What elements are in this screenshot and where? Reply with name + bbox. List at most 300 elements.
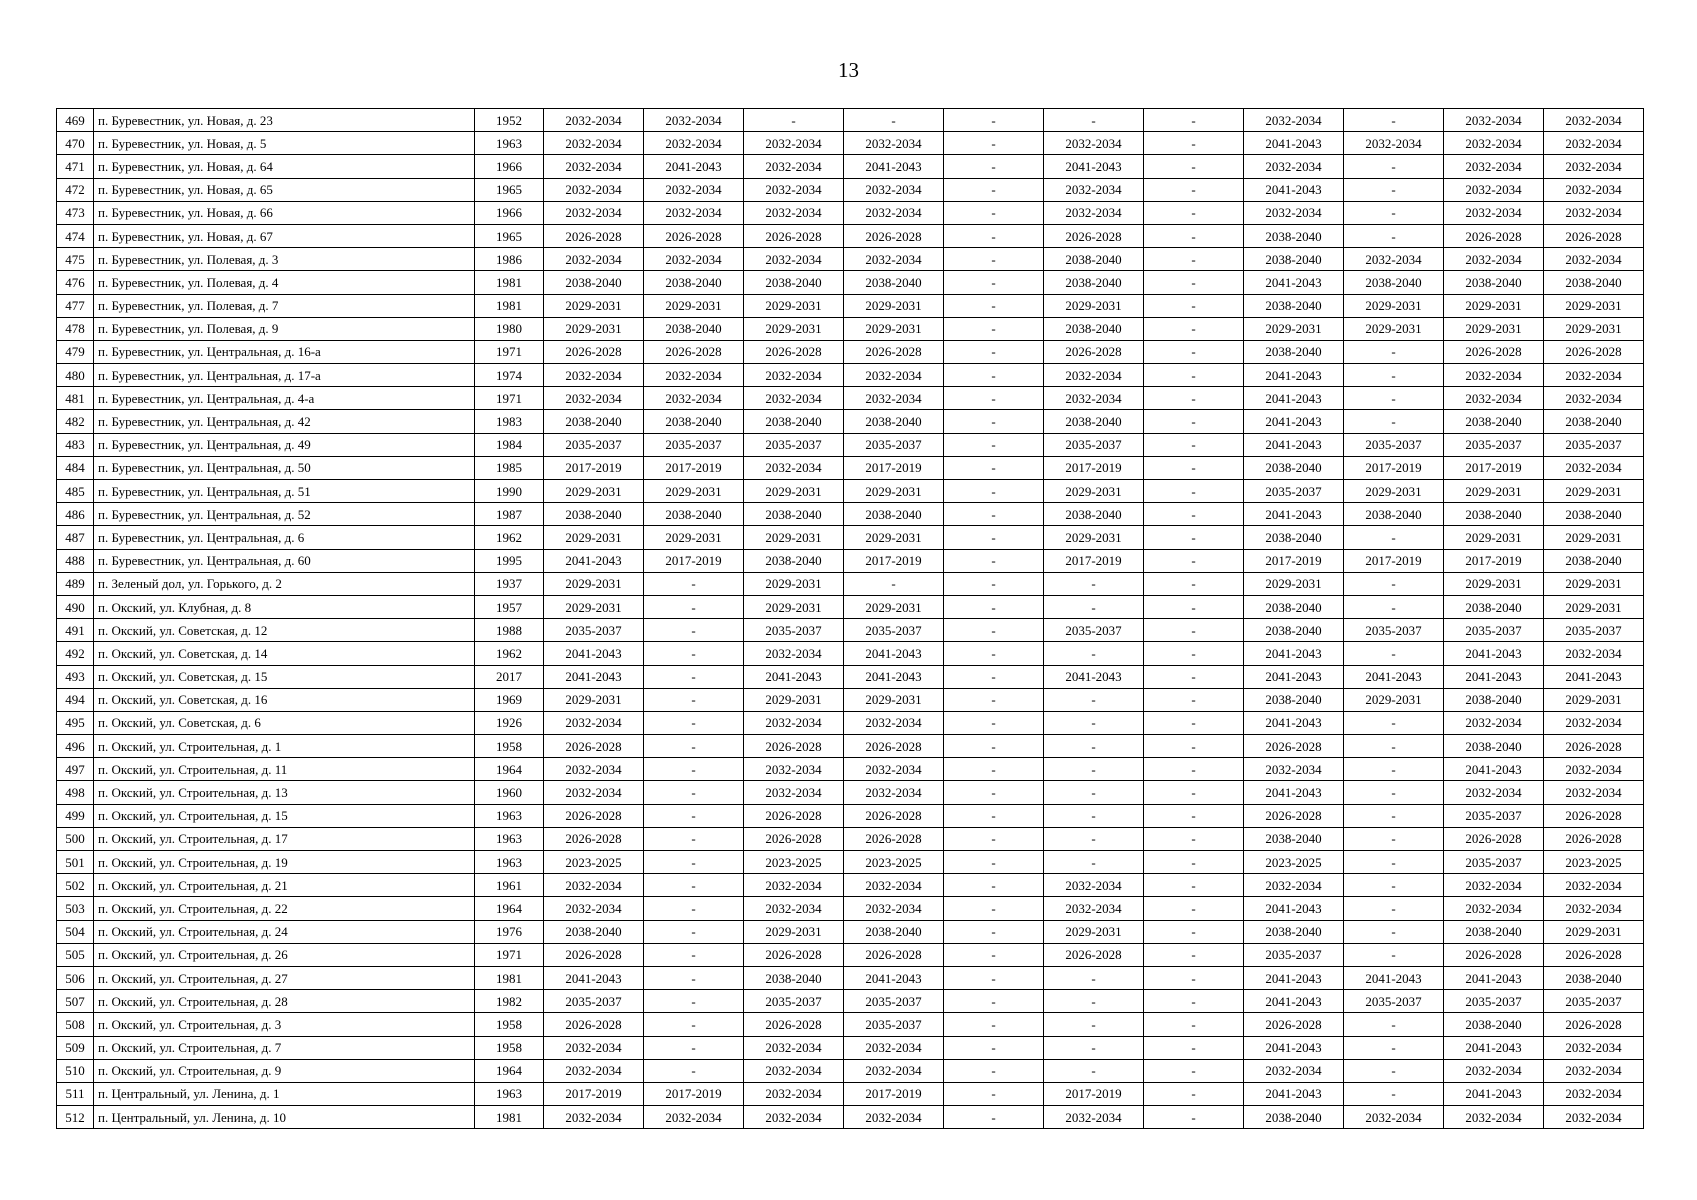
table-row xyxy=(57,294,1644,317)
period-cell: 2041-2043 xyxy=(1244,665,1344,688)
table-row xyxy=(57,990,1644,1013)
period-cell: - xyxy=(1144,526,1244,549)
year-cell: 1981 xyxy=(475,1106,544,1129)
row-number-cell: 505 xyxy=(57,943,94,966)
period-cell: 2032-2034 xyxy=(544,109,644,132)
period-cell: - xyxy=(944,804,1044,827)
period-cell: - xyxy=(1144,480,1244,503)
period-cell: 2023-2025 xyxy=(844,851,944,874)
address-cell: п. Зеленый дол, ул. Горького, д. 2 xyxy=(94,572,475,595)
period-cell: - xyxy=(1144,966,1244,989)
address-cell: п. Окский, ул. Строительная, д. 28 xyxy=(94,990,475,1013)
period-cell: - xyxy=(944,851,1044,874)
period-cell: 2038-2040 xyxy=(1344,271,1444,294)
period-cell: 2032-2034 xyxy=(544,132,644,155)
address-cell: п. Буревестник, ул. Новая, д. 66 xyxy=(94,201,475,224)
period-cell: 2041-2043 xyxy=(1244,410,1344,433)
period-cell: - xyxy=(1344,201,1444,224)
period-cell: 2035-2037 xyxy=(844,1013,944,1036)
year-cell: 1971 xyxy=(475,943,544,966)
row-number-cell: 493 xyxy=(57,665,94,688)
period-cell: 2032-2034 xyxy=(1044,178,1144,201)
period-cell: 2032-2034 xyxy=(1444,874,1544,897)
table-row xyxy=(57,874,1644,897)
table-row xyxy=(57,758,1644,781)
address-cell: п. Центральный, ул. Ленина, д. 1 xyxy=(94,1082,475,1105)
address-cell: п. Окский, ул. Строительная, д. 13 xyxy=(94,781,475,804)
table-row xyxy=(57,595,1644,618)
period-cell: 2029-2031 xyxy=(744,317,844,340)
period-cell: 2041-2043 xyxy=(1344,966,1444,989)
period-cell: - xyxy=(1144,851,1244,874)
period-cell: 2038-2040 xyxy=(1244,248,1344,271)
period-cell: 2032-2034 xyxy=(844,1106,944,1129)
table-row xyxy=(57,317,1644,340)
period-cell: 2032-2034 xyxy=(1444,387,1544,410)
period-cell: - xyxy=(1344,526,1444,549)
period-cell: 2017-2019 xyxy=(1444,456,1544,479)
address-cell: п. Буревестник, ул. Новая, д. 5 xyxy=(94,132,475,155)
period-cell: 2026-2028 xyxy=(1244,735,1344,758)
period-cell: 2035-2037 xyxy=(1444,804,1544,827)
period-cell: 2038-2040 xyxy=(1444,688,1544,711)
period-cell: 2029-2031 xyxy=(844,526,944,549)
period-cell: - xyxy=(1144,410,1244,433)
period-cell: 2032-2034 xyxy=(544,897,644,920)
row-number-cell: 482 xyxy=(57,410,94,433)
period-cell: - xyxy=(644,966,744,989)
period-cell: 2038-2040 xyxy=(844,503,944,526)
table-row xyxy=(57,178,1644,201)
period-cell: - xyxy=(1044,758,1144,781)
period-cell: 2026-2028 xyxy=(1244,804,1344,827)
period-cell: - xyxy=(1144,642,1244,665)
period-cell: - xyxy=(944,688,1044,711)
period-cell: 2029-2031 xyxy=(544,595,644,618)
year-cell: 1982 xyxy=(475,990,544,1013)
period-cell: 2032-2034 xyxy=(544,1036,644,1059)
row-number-cell: 503 xyxy=(57,897,94,920)
period-cell: 2023-2025 xyxy=(544,851,644,874)
address-cell: п. Окский, ул. Строительная, д. 15 xyxy=(94,804,475,827)
year-cell: 1963 xyxy=(475,1082,544,1105)
year-cell: 1958 xyxy=(475,1036,544,1059)
period-cell: 2029-2031 xyxy=(1544,317,1644,340)
period-cell: 2026-2028 xyxy=(544,340,644,363)
period-cell: 2032-2034 xyxy=(1444,1059,1544,1082)
period-cell: 2032-2034 xyxy=(644,364,744,387)
period-cell: 2029-2031 xyxy=(1544,688,1644,711)
period-cell: - xyxy=(944,364,1044,387)
year-cell: 1981 xyxy=(475,271,544,294)
period-cell: 2038-2040 xyxy=(544,503,644,526)
period-cell: 2032-2034 xyxy=(744,781,844,804)
year-cell: 1995 xyxy=(475,549,544,572)
period-cell: 2026-2028 xyxy=(544,804,644,827)
address-cell: п. Буревестник, ул. Новая, д. 64 xyxy=(94,155,475,178)
period-cell: 2041-2043 xyxy=(544,642,644,665)
period-cell: - xyxy=(944,155,1044,178)
period-cell: 2032-2034 xyxy=(1444,109,1544,132)
address-cell: п. Буревестник, ул. Полевая, д. 9 xyxy=(94,317,475,340)
table-row xyxy=(57,735,1644,758)
period-cell: - xyxy=(1144,619,1244,642)
year-cell: 1960 xyxy=(475,781,544,804)
period-cell: 2032-2034 xyxy=(544,201,644,224)
table-row xyxy=(57,364,1644,387)
row-number-cell: 509 xyxy=(57,1036,94,1059)
period-cell: - xyxy=(944,317,1044,340)
period-cell: 2032-2034 xyxy=(744,155,844,178)
period-cell: - xyxy=(1344,109,1444,132)
period-cell: - xyxy=(1144,364,1244,387)
period-cell: 2026-2028 xyxy=(644,224,744,247)
period-cell: 2026-2028 xyxy=(644,340,744,363)
year-cell: 1981 xyxy=(475,294,544,317)
year-cell: 1984 xyxy=(475,433,544,456)
period-cell: 2029-2031 xyxy=(1044,920,1144,943)
period-cell: 2032-2034 xyxy=(844,364,944,387)
row-number-cell: 475 xyxy=(57,248,94,271)
period-cell: - xyxy=(944,271,1044,294)
period-cell: - xyxy=(644,758,744,781)
period-cell: 2038-2040 xyxy=(744,966,844,989)
period-cell: 2032-2034 xyxy=(1544,711,1644,734)
period-cell: 2032-2034 xyxy=(1544,109,1644,132)
address-cell: п. Окский, ул. Строительная, д. 17 xyxy=(94,827,475,850)
address-cell: п. Окский, ул. Клубная, д. 8 xyxy=(94,595,475,618)
table-row xyxy=(57,665,1644,688)
period-cell: 2029-2031 xyxy=(744,920,844,943)
period-cell: 2032-2034 xyxy=(1244,1059,1344,1082)
period-cell: 2038-2040 xyxy=(744,271,844,294)
period-cell: - xyxy=(1344,781,1444,804)
period-cell: 2032-2034 xyxy=(844,711,944,734)
row-number-cell: 470 xyxy=(57,132,94,155)
period-cell: 2041-2043 xyxy=(1244,132,1344,155)
period-cell: - xyxy=(1144,132,1244,155)
period-cell: 2041-2043 xyxy=(1244,642,1344,665)
period-cell: 2038-2040 xyxy=(644,410,744,433)
row-number-cell: 506 xyxy=(57,966,94,989)
table-row xyxy=(57,711,1644,734)
period-cell: 2038-2040 xyxy=(1444,1013,1544,1036)
period-cell: 2032-2034 xyxy=(1544,387,1644,410)
table-row xyxy=(57,1036,1644,1059)
period-cell: 2038-2040 xyxy=(1244,294,1344,317)
period-cell: - xyxy=(644,990,744,1013)
row-number-cell: 477 xyxy=(57,294,94,317)
period-cell: - xyxy=(1344,340,1444,363)
period-cell: 2032-2034 xyxy=(744,364,844,387)
period-cell: 2038-2040 xyxy=(644,317,744,340)
period-cell: 2032-2034 xyxy=(744,132,844,155)
period-cell: - xyxy=(1044,990,1144,1013)
period-cell: 2038-2040 xyxy=(744,503,844,526)
period-cell: 2038-2040 xyxy=(844,920,944,943)
period-cell: 2032-2034 xyxy=(1444,781,1544,804)
period-cell: - xyxy=(644,642,744,665)
period-cell: 2038-2040 xyxy=(1544,549,1644,572)
period-cell: - xyxy=(1344,874,1444,897)
period-cell: - xyxy=(844,572,944,595)
period-cell: 2017-2019 xyxy=(544,456,644,479)
period-cell: - xyxy=(944,433,1044,456)
period-cell: 2029-2031 xyxy=(744,572,844,595)
period-cell: - xyxy=(1144,711,1244,734)
period-cell: 2032-2034 xyxy=(844,201,944,224)
period-cell: - xyxy=(944,1059,1044,1082)
period-cell: 2029-2031 xyxy=(844,688,944,711)
period-cell: - xyxy=(1344,1036,1444,1059)
period-cell: - xyxy=(1344,735,1444,758)
period-cell: 2017-2019 xyxy=(1344,549,1444,572)
period-cell: 2041-2043 xyxy=(1344,665,1444,688)
period-cell: 2026-2028 xyxy=(1544,827,1644,850)
period-cell: 2035-2037 xyxy=(1444,990,1544,1013)
period-cell: 2041-2043 xyxy=(1244,271,1344,294)
period-cell: - xyxy=(944,966,1044,989)
period-cell: - xyxy=(1144,549,1244,572)
period-cell: - xyxy=(944,874,1044,897)
address-cell: п. Окский, ул. Строительная, д. 19 xyxy=(94,851,475,874)
period-cell: - xyxy=(944,456,1044,479)
period-cell: 2032-2034 xyxy=(644,387,744,410)
period-cell: 2032-2034 xyxy=(744,874,844,897)
period-cell: 2032-2034 xyxy=(1044,1106,1144,1129)
period-cell: 2029-2031 xyxy=(644,480,744,503)
period-cell: - xyxy=(1144,433,1244,456)
period-cell: - xyxy=(944,572,1044,595)
period-cell: - xyxy=(644,781,744,804)
row-number-cell: 485 xyxy=(57,480,94,503)
period-cell: 2023-2025 xyxy=(1544,851,1644,874)
period-cell: - xyxy=(1344,920,1444,943)
period-cell: - xyxy=(944,642,1044,665)
row-number-cell: 492 xyxy=(57,642,94,665)
year-cell: 1958 xyxy=(475,735,544,758)
period-cell: 2026-2028 xyxy=(1444,224,1544,247)
period-cell: 2017-2019 xyxy=(1444,549,1544,572)
period-cell: 2041-2043 xyxy=(1244,1036,1344,1059)
year-cell: 1963 xyxy=(475,132,544,155)
period-cell: 2029-2031 xyxy=(1544,480,1644,503)
period-cell: 2032-2034 xyxy=(744,897,844,920)
row-number-cell: 490 xyxy=(57,595,94,618)
row-number-cell: 487 xyxy=(57,526,94,549)
period-cell: 2041-2043 xyxy=(1544,665,1644,688)
period-cell: 2017-2019 xyxy=(844,549,944,572)
row-number-cell: 484 xyxy=(57,456,94,479)
address-cell: п. Буревестник, ул. Полевая, д. 7 xyxy=(94,294,475,317)
period-cell: 2032-2034 xyxy=(1544,132,1644,155)
period-cell: 2032-2034 xyxy=(644,1106,744,1129)
period-cell: 2041-2043 xyxy=(1444,966,1544,989)
period-cell: 2032-2034 xyxy=(544,874,644,897)
period-cell: - xyxy=(944,897,1044,920)
period-cell: 2032-2034 xyxy=(1444,201,1544,224)
address-cell: п. Окский, ул. Строительная, д. 1 xyxy=(94,735,475,758)
period-cell: 2026-2028 xyxy=(744,943,844,966)
period-cell: - xyxy=(1044,595,1144,618)
period-cell: - xyxy=(944,827,1044,850)
address-cell: п. Буревестник, ул. Центральная, д. 49 xyxy=(94,433,475,456)
row-number-cell: 497 xyxy=(57,758,94,781)
row-number-cell: 494 xyxy=(57,688,94,711)
period-cell: 2029-2031 xyxy=(544,572,644,595)
period-cell: - xyxy=(944,549,1044,572)
period-cell: 2032-2034 xyxy=(1244,155,1344,178)
period-cell: - xyxy=(1344,410,1444,433)
period-cell: 2038-2040 xyxy=(644,271,744,294)
period-cell: - xyxy=(1044,804,1144,827)
period-cell: 2041-2043 xyxy=(1244,387,1344,410)
period-cell: - xyxy=(944,387,1044,410)
address-cell: п. Буревестник, ул. Новая, д. 67 xyxy=(94,224,475,247)
row-number-cell: 483 xyxy=(57,433,94,456)
period-cell: - xyxy=(1044,1059,1144,1082)
period-cell: 2032-2034 xyxy=(844,874,944,897)
period-cell: 2038-2040 xyxy=(844,410,944,433)
period-cell: 2017-2019 xyxy=(644,1082,744,1105)
row-number-cell: 474 xyxy=(57,224,94,247)
period-cell: 2035-2037 xyxy=(544,990,644,1013)
period-cell: 2026-2028 xyxy=(844,943,944,966)
period-cell: 2032-2034 xyxy=(744,1036,844,1059)
period-cell: - xyxy=(1144,1036,1244,1059)
period-cell: 2026-2028 xyxy=(544,943,644,966)
period-cell: - xyxy=(744,109,844,132)
year-cell: 1983 xyxy=(475,410,544,433)
year-cell: 1965 xyxy=(475,178,544,201)
table-row xyxy=(57,201,1644,224)
period-cell: 2032-2034 xyxy=(1544,758,1644,781)
period-cell: - xyxy=(1144,294,1244,317)
row-number-cell: 481 xyxy=(57,387,94,410)
period-cell: - xyxy=(1144,155,1244,178)
period-cell: - xyxy=(1144,317,1244,340)
table-row xyxy=(57,456,1644,479)
period-cell: 2032-2034 xyxy=(1444,132,1544,155)
row-number-cell: 507 xyxy=(57,990,94,1013)
address-cell: п. Окский, ул. Строительная, д. 9 xyxy=(94,1059,475,1082)
table-row xyxy=(57,109,1644,132)
year-cell: 1964 xyxy=(475,1059,544,1082)
address-cell: п. Буревестник, ул. Центральная, д. 17-а xyxy=(94,364,475,387)
period-cell: 2032-2034 xyxy=(544,387,644,410)
period-cell: 2029-2031 xyxy=(1544,595,1644,618)
period-cell: 2035-2037 xyxy=(644,433,744,456)
period-cell: - xyxy=(1344,642,1444,665)
period-cell: 2041-2043 xyxy=(1244,897,1344,920)
period-cell: 2038-2040 xyxy=(1444,595,1544,618)
period-cell: 2032-2034 xyxy=(1244,109,1344,132)
period-cell: 2038-2040 xyxy=(644,503,744,526)
row-number-cell: 486 xyxy=(57,503,94,526)
row-number-cell: 496 xyxy=(57,735,94,758)
period-cell: 2032-2034 xyxy=(1544,781,1644,804)
period-cell: 2032-2034 xyxy=(1044,201,1144,224)
period-cell: 2038-2040 xyxy=(544,920,644,943)
period-cell: - xyxy=(644,572,744,595)
row-number-cell: 508 xyxy=(57,1013,94,1036)
period-cell: 2041-2043 xyxy=(544,665,644,688)
period-cell: 2026-2028 xyxy=(544,224,644,247)
period-cell: - xyxy=(644,943,744,966)
period-cell: 2026-2028 xyxy=(544,1013,644,1036)
period-cell: 2032-2034 xyxy=(844,1059,944,1082)
period-cell: 2029-2031 xyxy=(1444,572,1544,595)
period-cell: 2029-2031 xyxy=(1044,526,1144,549)
period-cell: - xyxy=(1044,1036,1144,1059)
period-cell: 2029-2031 xyxy=(1344,480,1444,503)
period-cell: 2029-2031 xyxy=(1044,294,1144,317)
period-cell: - xyxy=(1044,827,1144,850)
period-cell: - xyxy=(944,224,1044,247)
address-cell: п. Окский, ул. Строительная, д. 22 xyxy=(94,897,475,920)
period-cell: 2032-2034 xyxy=(744,178,844,201)
period-cell: 2032-2034 xyxy=(844,248,944,271)
row-number-cell: 511 xyxy=(57,1082,94,1105)
period-cell: 2041-2043 xyxy=(844,966,944,989)
address-cell: п. Буревестник, ул. Полевая, д. 3 xyxy=(94,248,475,271)
period-cell: 2029-2031 xyxy=(544,317,644,340)
period-cell: 2017-2019 xyxy=(844,456,944,479)
table-row xyxy=(57,1059,1644,1082)
period-cell: 2026-2028 xyxy=(1544,1013,1644,1036)
period-cell: 2029-2031 xyxy=(1344,294,1444,317)
period-cell: 2041-2043 xyxy=(544,549,644,572)
period-cell: 2029-2031 xyxy=(644,526,744,549)
year-cell: 1963 xyxy=(475,804,544,827)
period-cell: 2032-2034 xyxy=(1344,132,1444,155)
period-cell: 2029-2031 xyxy=(744,595,844,618)
period-cell: 2032-2034 xyxy=(544,364,644,387)
period-cell: - xyxy=(944,665,1044,688)
period-cell: 2032-2034 xyxy=(1044,897,1144,920)
period-cell: - xyxy=(1044,711,1144,734)
table-row xyxy=(57,943,1644,966)
period-cell: 2032-2034 xyxy=(1244,201,1344,224)
period-cell: 2041-2043 xyxy=(1244,364,1344,387)
period-cell: - xyxy=(944,595,1044,618)
period-cell: 2032-2034 xyxy=(1444,364,1544,387)
period-cell: 2017-2019 xyxy=(644,456,744,479)
address-cell: п. Окский, ул. Строительная, д. 21 xyxy=(94,874,475,897)
table-row xyxy=(57,387,1644,410)
period-cell: 2026-2028 xyxy=(844,804,944,827)
period-cell: 2029-2031 xyxy=(544,688,644,711)
row-number-cell: 499 xyxy=(57,804,94,827)
period-cell: - xyxy=(1144,990,1244,1013)
period-cell: - xyxy=(944,781,1044,804)
table-row xyxy=(57,1082,1644,1105)
period-cell: 2041-2043 xyxy=(844,665,944,688)
period-cell: - xyxy=(1344,364,1444,387)
period-cell: 2038-2040 xyxy=(544,271,644,294)
period-cell: - xyxy=(644,688,744,711)
period-cell: 2023-2025 xyxy=(1244,851,1344,874)
period-cell: 2026-2028 xyxy=(1044,224,1144,247)
period-cell: - xyxy=(944,711,1044,734)
period-cell: 2029-2031 xyxy=(844,317,944,340)
period-cell: 2038-2040 xyxy=(1044,410,1144,433)
table-row xyxy=(57,966,1644,989)
period-cell: - xyxy=(1144,758,1244,781)
period-cell: - xyxy=(1044,642,1144,665)
table-row xyxy=(57,340,1644,363)
period-cell: 2032-2034 xyxy=(544,178,644,201)
